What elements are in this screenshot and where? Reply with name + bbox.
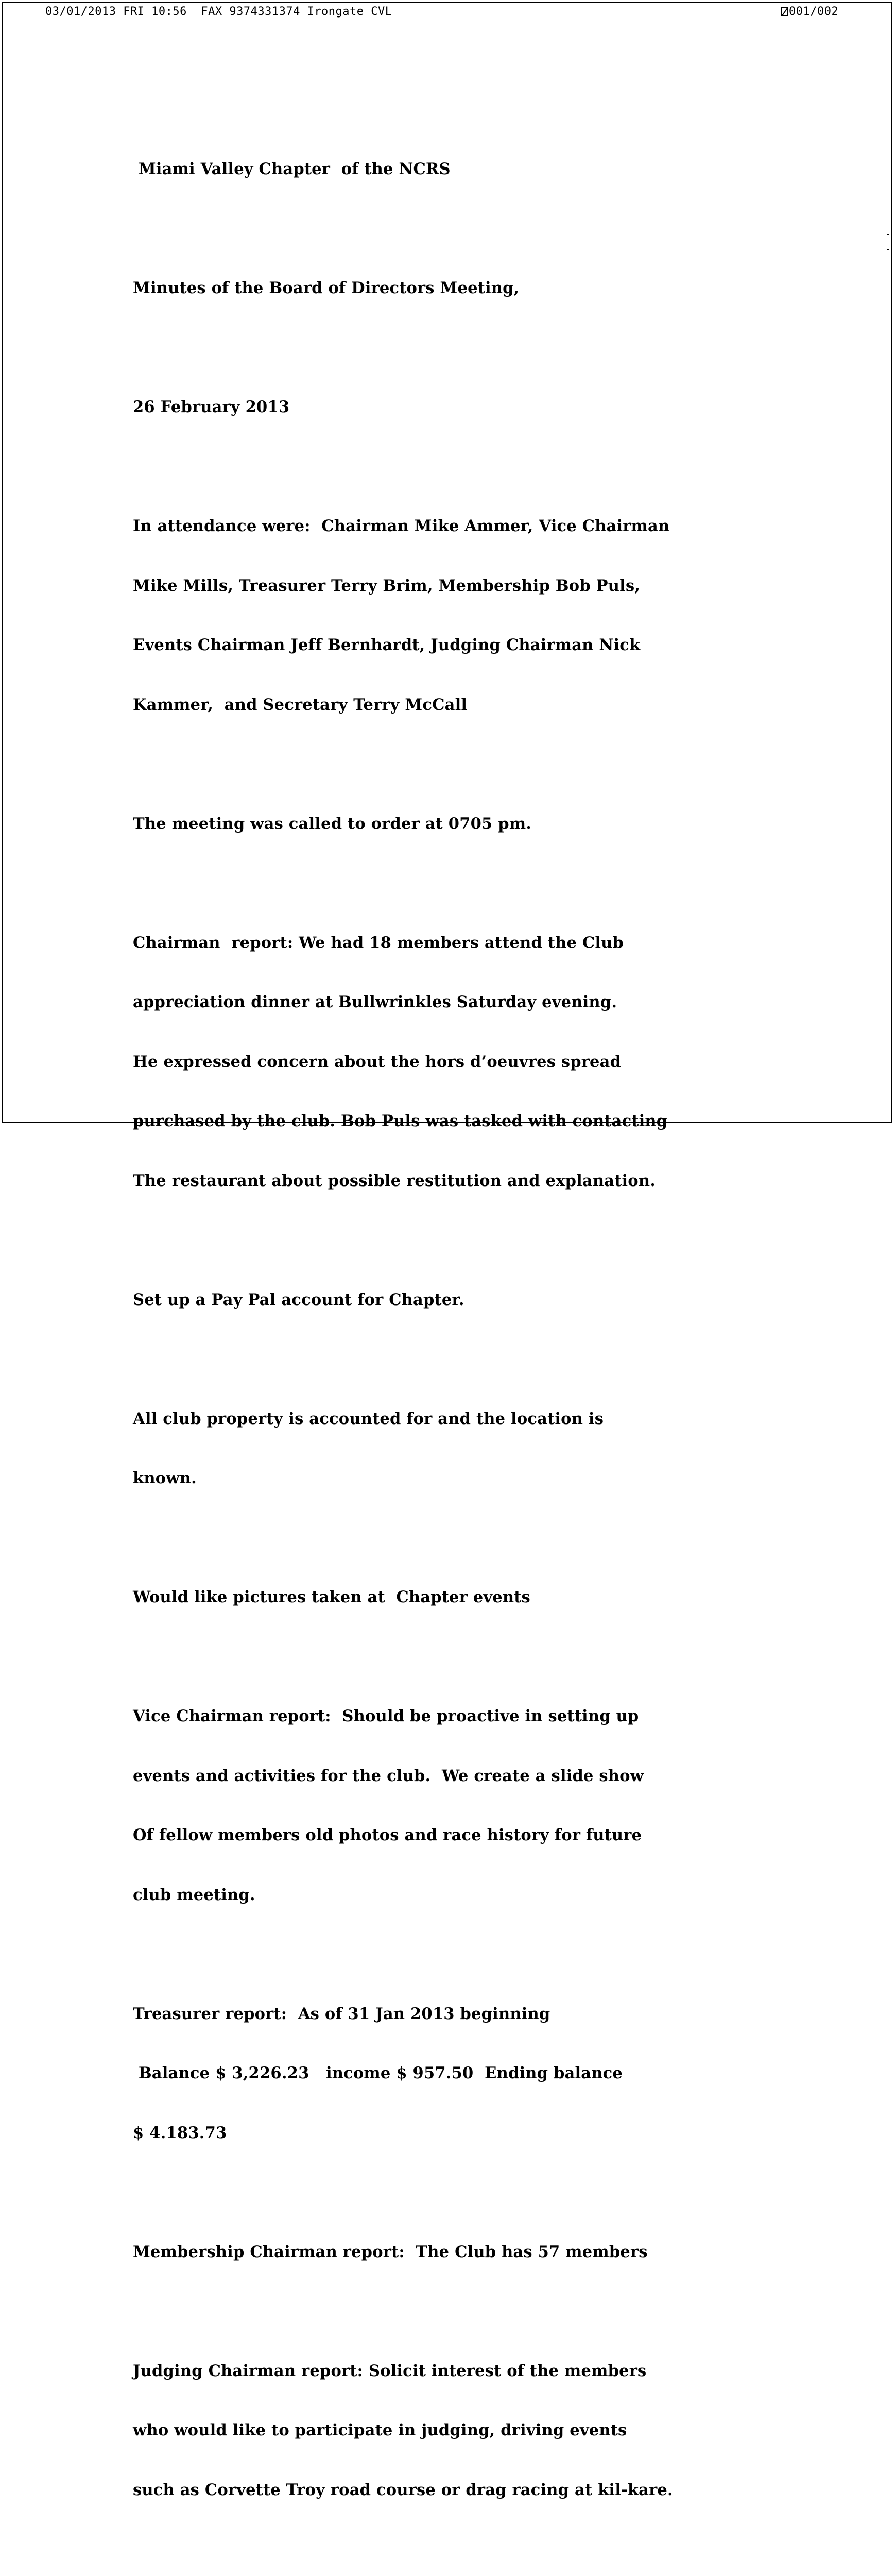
pictures-text: Would like pictures taken at Chapter events xyxy=(133,1587,818,1607)
judging-report-line: such as Corvette Troy road course or drag racing at kil-kare. xyxy=(133,2480,818,2500)
attendance-line: Kammer, and Secretary Terry McCall xyxy=(133,695,818,715)
chairman-report-paragraph xyxy=(133,893,818,1231)
fax-transmission-info: 03/01/2013 FRI 10:56 FAX 9374331374 Irongate CVL xyxy=(45,5,392,18)
call-to-order-paragraph xyxy=(133,774,818,874)
attendance-paragraph xyxy=(133,477,818,754)
minutes-document xyxy=(133,120,818,2576)
treasurer-report-line: Treasurer report: As of 31 Jan 2013 beginning xyxy=(133,2004,818,2024)
fax-page-counter xyxy=(781,5,838,18)
membership-report-paragraph xyxy=(133,2202,818,2302)
vice-chairman-report-line: events and activities for the club. We create a slide show xyxy=(133,1766,818,1786)
meeting-date-text: 26 February 2013 xyxy=(133,397,818,417)
scan-artifact xyxy=(887,234,889,235)
chapter-title-text: Miami Valley Chapter of the NCRS xyxy=(133,159,818,179)
events-report-paragraph xyxy=(133,2560,818,2576)
property-paragraph xyxy=(133,1369,818,1528)
meeting-date xyxy=(133,358,818,457)
fax-page-number: 001/002 xyxy=(789,5,838,18)
paypal-paragraph xyxy=(133,1250,818,1350)
attendance-line: Events Chairman Jeff Bernhardt, Judging Chairman Nick xyxy=(133,635,818,655)
membership-report-text: Membership Chairman report: The Club has 57 members xyxy=(133,2242,818,2262)
chairman-report-line: appreciation dinner at Bullwrinkles Saturday evening. xyxy=(133,992,818,1012)
property-line: known. xyxy=(133,1468,818,1488)
scan-artifact xyxy=(887,249,889,250)
vice-chairman-report-paragraph xyxy=(133,1667,818,1944)
judging-report-line: who would like to participate in judging, driving events xyxy=(133,2420,818,2441)
attendance-line: In attendance were: Chairman Mike Ammer, Vice Chairman xyxy=(133,516,818,536)
judging-report-line: Judging Chairman report: Solicit interest of the members xyxy=(133,2361,818,2381)
fax-header xyxy=(3,3,894,24)
pictures-paragraph xyxy=(133,1548,818,1647)
property-line: All club property is accounted for and the location is xyxy=(133,1409,818,1429)
chapter-title xyxy=(133,120,818,219)
treasurer-report-line: $ 4.183.73 xyxy=(133,2123,818,2143)
judging-report-paragraph xyxy=(133,2321,818,2540)
chairman-report-line: The restaurant about possible restitution and explanation. xyxy=(133,1171,818,1191)
vice-chairman-report-line: Of fellow members old photos and race history for future xyxy=(133,1825,818,1845)
chairman-report-line: He expressed concern about the hors d’oeuvres spread xyxy=(133,1052,818,1072)
fax-page-icon xyxy=(781,7,788,16)
treasurer-report-paragraph xyxy=(133,1964,818,2183)
call-to-order-text: The meeting was called to order at 0705 pm. xyxy=(133,814,818,834)
minutes-title xyxy=(133,239,818,338)
fax-page xyxy=(2,2,892,1123)
chairman-report-line: Chairman report: We had 18 members attend the Club xyxy=(133,933,818,953)
vice-chairman-report-line: club meeting. xyxy=(133,1885,818,1905)
paypal-text: Set up a Pay Pal account for Chapter. xyxy=(133,1290,818,1310)
attendance-line: Mike Mills, Treasurer Terry Brim, Membership Bob Puls, xyxy=(133,576,818,596)
minutes-title-text: Minutes of the Board of Directors Meeting, xyxy=(133,278,818,298)
vice-chairman-report-line: Vice Chairman report: Should be proactive in setting up xyxy=(133,1706,818,1726)
chairman-report-line: purchased by the club. Bob Puls was tasked with contacting xyxy=(133,1111,818,1131)
treasurer-report-line: Balance $ 3,226.23 income $ 957.50 Ending balance xyxy=(133,2063,818,2083)
